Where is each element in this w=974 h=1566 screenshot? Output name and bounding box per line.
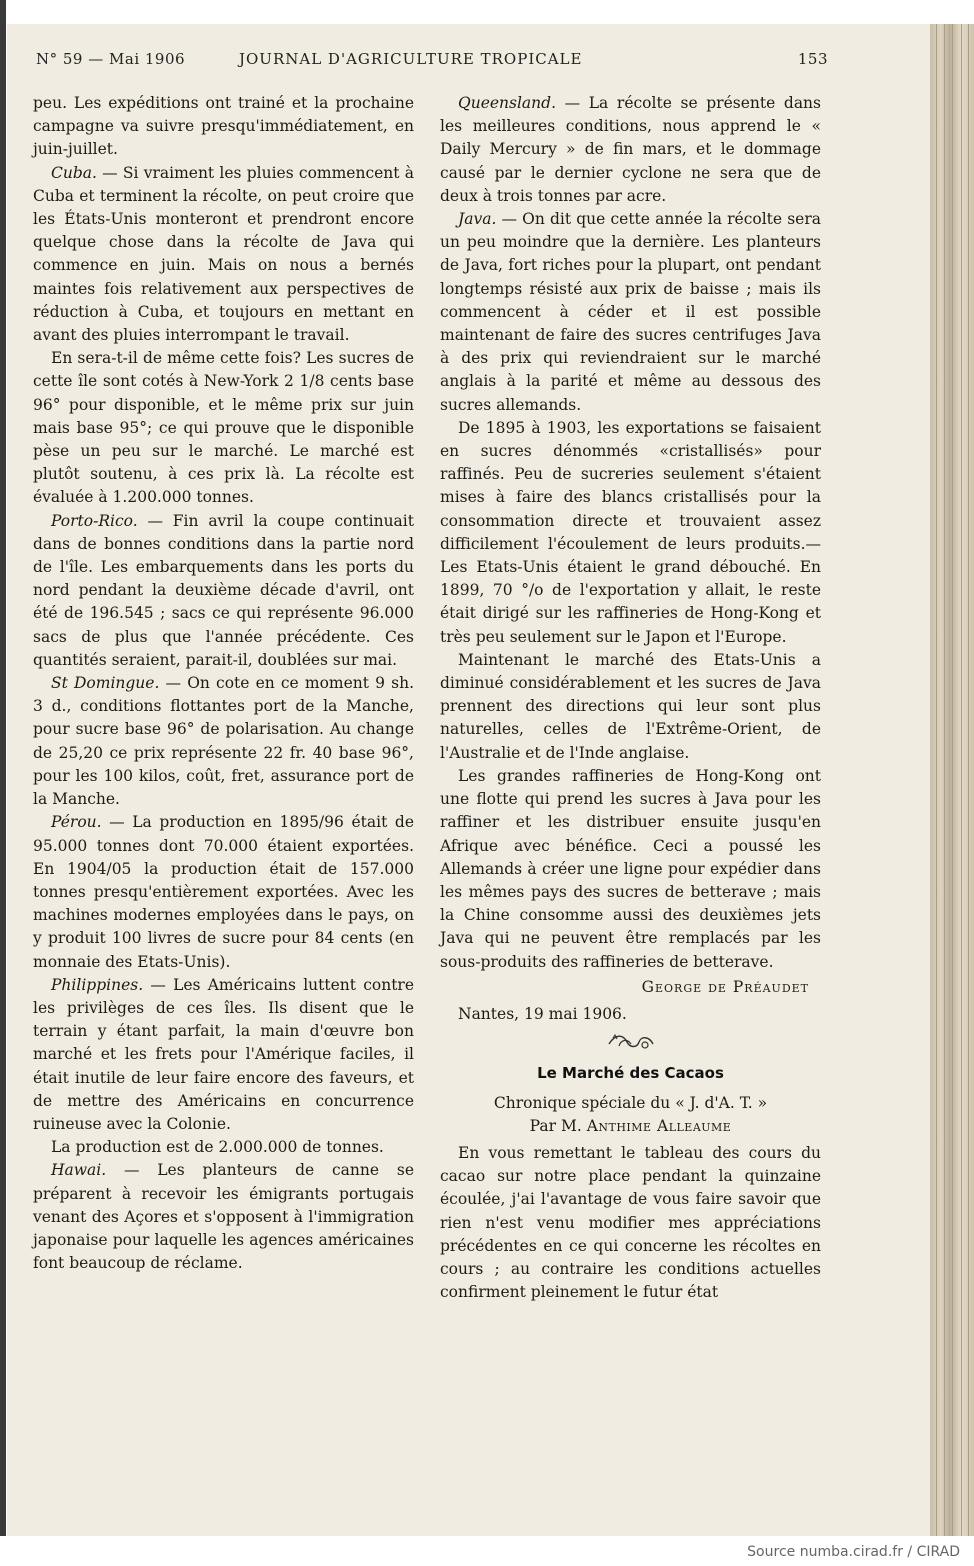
- byline-author: Anthime Alleaume: [586, 1116, 732, 1135]
- region-label: Porto-Rico.: [51, 511, 138, 530]
- paragraph: Les grandes raffineries de Hong-Kong ont une flotte qui prend les sucres à Java pour les raffiner et les distribuer ensuite jusqu'en Afrique avec bénéfice. Ceci a poussé les Allemands à créer une ligne pour expédier dans les mêmes pays des sucres de betterave ; mais la Chine consomme aussi des deuxièmes jets Java qui ne peuvent être remplacés par les sous-produits des raffineries de betterave.: [440, 766, 821, 971]
- region-label: Queensland.: [458, 94, 557, 112]
- scan-left-border: [0, 0, 6, 1540]
- journal-title: JOURNAL D'AGRICULTURE TROPICALE: [239, 50, 583, 68]
- region-label: Pérou.: [51, 813, 102, 832]
- page-number: 153: [797, 50, 828, 68]
- page-stack-edge: [930, 24, 974, 1536]
- byline: Par M. Anthime Alleaume: [529, 1116, 732, 1135]
- paragraph-hawai: Hawai. — Les planteurs de canne se préparent à recevoir les émigrants portugais venant des Açores et s'opposent à l'immigration japonaise pour laquelle les agences américaines font beaucoup de réclame.: [33, 1161, 414, 1273]
- paragraph-philippines: Philippines. — Les Américains luttent contre les privilèges de ces îles. Ils disent que le terrain y étant parfait, la main d'œuvre bon marché et les frets pour l'Amérique faciles, il était inutile de leur faire encore des faveurs, et de mettre des Américains en concurrence ruineuse avec la Colonie.: [33, 975, 414, 1133]
- region-label: Java.: [458, 210, 497, 229]
- region-label: Hawai.: [51, 1161, 107, 1180]
- ornament-icon: [440, 1032, 821, 1058]
- region-label: Cuba.: [51, 163, 97, 182]
- paragraph: En vous remettant le tableau des cours du cacao sur notre place pendant la quinzaine écoulée, j'ai l'avantage de vous faire savoir que rien n'est venu modifier mes appréciations précédentes en ce qui concerne les récoltes en cours ; au contraire les conditions actuelles confirment pleinement le futur état: [440, 1143, 821, 1302]
- left-column: [33, 92, 414, 1275]
- paragraph: La production est de 2.000.000 de tonnes.: [51, 1138, 384, 1157]
- section-title: Le Marché des Cacaos: [537, 1064, 724, 1083]
- region-label: St Domingue.: [51, 674, 160, 693]
- paragraph-cuba: Cuba. — Si vraiment les pluies commencent à Cuba et terminent la récolte, on peut croire que les États-Unis monteront et prendront encore quelque chose dans la récolte de Java qui commence en juin. Mais on nous a bernés maintes fois relativement aux perspectives de réduction à Cuba, et toujours en mettant en avant des pluies interrompant le travail.: [33, 163, 414, 345]
- paragraph-perou: Pérou. — La production en 1895/96 était de 95.000 tonnes dont 70.000 étaient exportées. En 1904/05 la production était de 157.000 tonnes presqu'entièrement exportées. Avec les machines modernes employées dans le pays, on y produit 100 livres de sucre pour 84 cents (en monnaie des Etats-Unis).: [33, 813, 414, 971]
- paragraph-queensland: Queensland. — La récolte se présente dans les meilleures conditions, nous apprend le « Daily Mercury » de fin mars, et le dommage causé par le dernier cyclone ne sera que de deux à trois tonnes par acre.: [440, 94, 821, 205]
- scan-top-margin: [0, 0, 974, 24]
- source-credit: Source numba.cirad.fr / CIRAD: [747, 1544, 960, 1560]
- right-column: [440, 92, 821, 1304]
- paragraph-st-domingue: St Domingue. — On cote en ce moment 9 sh. 3 d., conditions flottantes port de la Manche, pour sucre base 96° de polarisation. Au change de 25,20 ce prix représente 22 fr. 40 base 96°, pour les 100 kilos, coût, fret, assurance port de la Manche.: [33, 674, 414, 809]
- running-header: [36, 50, 828, 74]
- paragraph: En sera-t-il de même cette fois? Les sucres de cette île sont cotés à New-York 2 1/8 cents base 96° pour disponible, et le même prix sur juin mais base 95°; ce qui prouve que le disponible pèse un peu sur le marché. Le marché est plutôt soutenu, à ces prix là. La récolte est évaluée à 1.200.000 tonnes.: [33, 349, 414, 507]
- place-date: Nantes, 19 mai 1906.: [458, 1004, 627, 1023]
- paragraph: peu. Les expéditions ont trainé et la prochaine campagne va suivre presqu'immédiatement, en juin-juillet.: [33, 94, 414, 159]
- paragraph: Maintenant le marché des Etats-Unis a diminué considérablement et les sucres de Java prennent des directions qui leur sont plus naturelles, celles de l'Extrême-Orient, de l'Australie et de l'Inde anglaise.: [440, 650, 821, 762]
- section-subtitle: Chronique spéciale du « J. d'A. T. »: [493, 1093, 768, 1112]
- paragraph: De 1895 à 1903, les exportations se faisaient en sucres dénommés «cristallisés» pour raffinés. Peu de sucreries seulement s'étaient mises à faire des blancs cristallisés pour la consommation directe et trouvaient assez difficilement l'écoulement de leurs produits.— Les Etats-Unis étaient le grand débouché. En 1899, 70 °/o de l'exportation y allait, le reste était dirigé sur les raffineries de Hong-Kong et très peu seulement sur le Japon et l'Europe.: [440, 418, 821, 646]
- paragraph-java: Java. — On dit que cette année la récolte sera un peu moindre que la dernière. Les planteurs de Java, fort riches pour la plupart, ont pendant longtemps résisté aux prix de baisse ; mais ils commencent à céder et il est possible maintenant de faire des sucres centrifuges Java à des prix qui reviendraient sur le marché anglais à la parité et même au dessous des sucres allemands.: [440, 210, 821, 414]
- issue-number: N° 59 — Mai 1906: [36, 50, 186, 68]
- paragraph-porto-rico: Porto-Rico. — Fin avril la coupe continuait dans de bonnes conditions dans la partie nord de l'île. Les embarquements dans les ports du nord pendant la deuxième décade d'avril, ont été de 196.545 ; sacs ce qui représente 96.000 sacs de plus que l'année précédente. Ces quantités seraient, parait-il, doublées sur mai.: [33, 511, 414, 669]
- author-signature: George de Préaudet: [641, 977, 809, 996]
- region-label: Philippines.: [51, 975, 144, 994]
